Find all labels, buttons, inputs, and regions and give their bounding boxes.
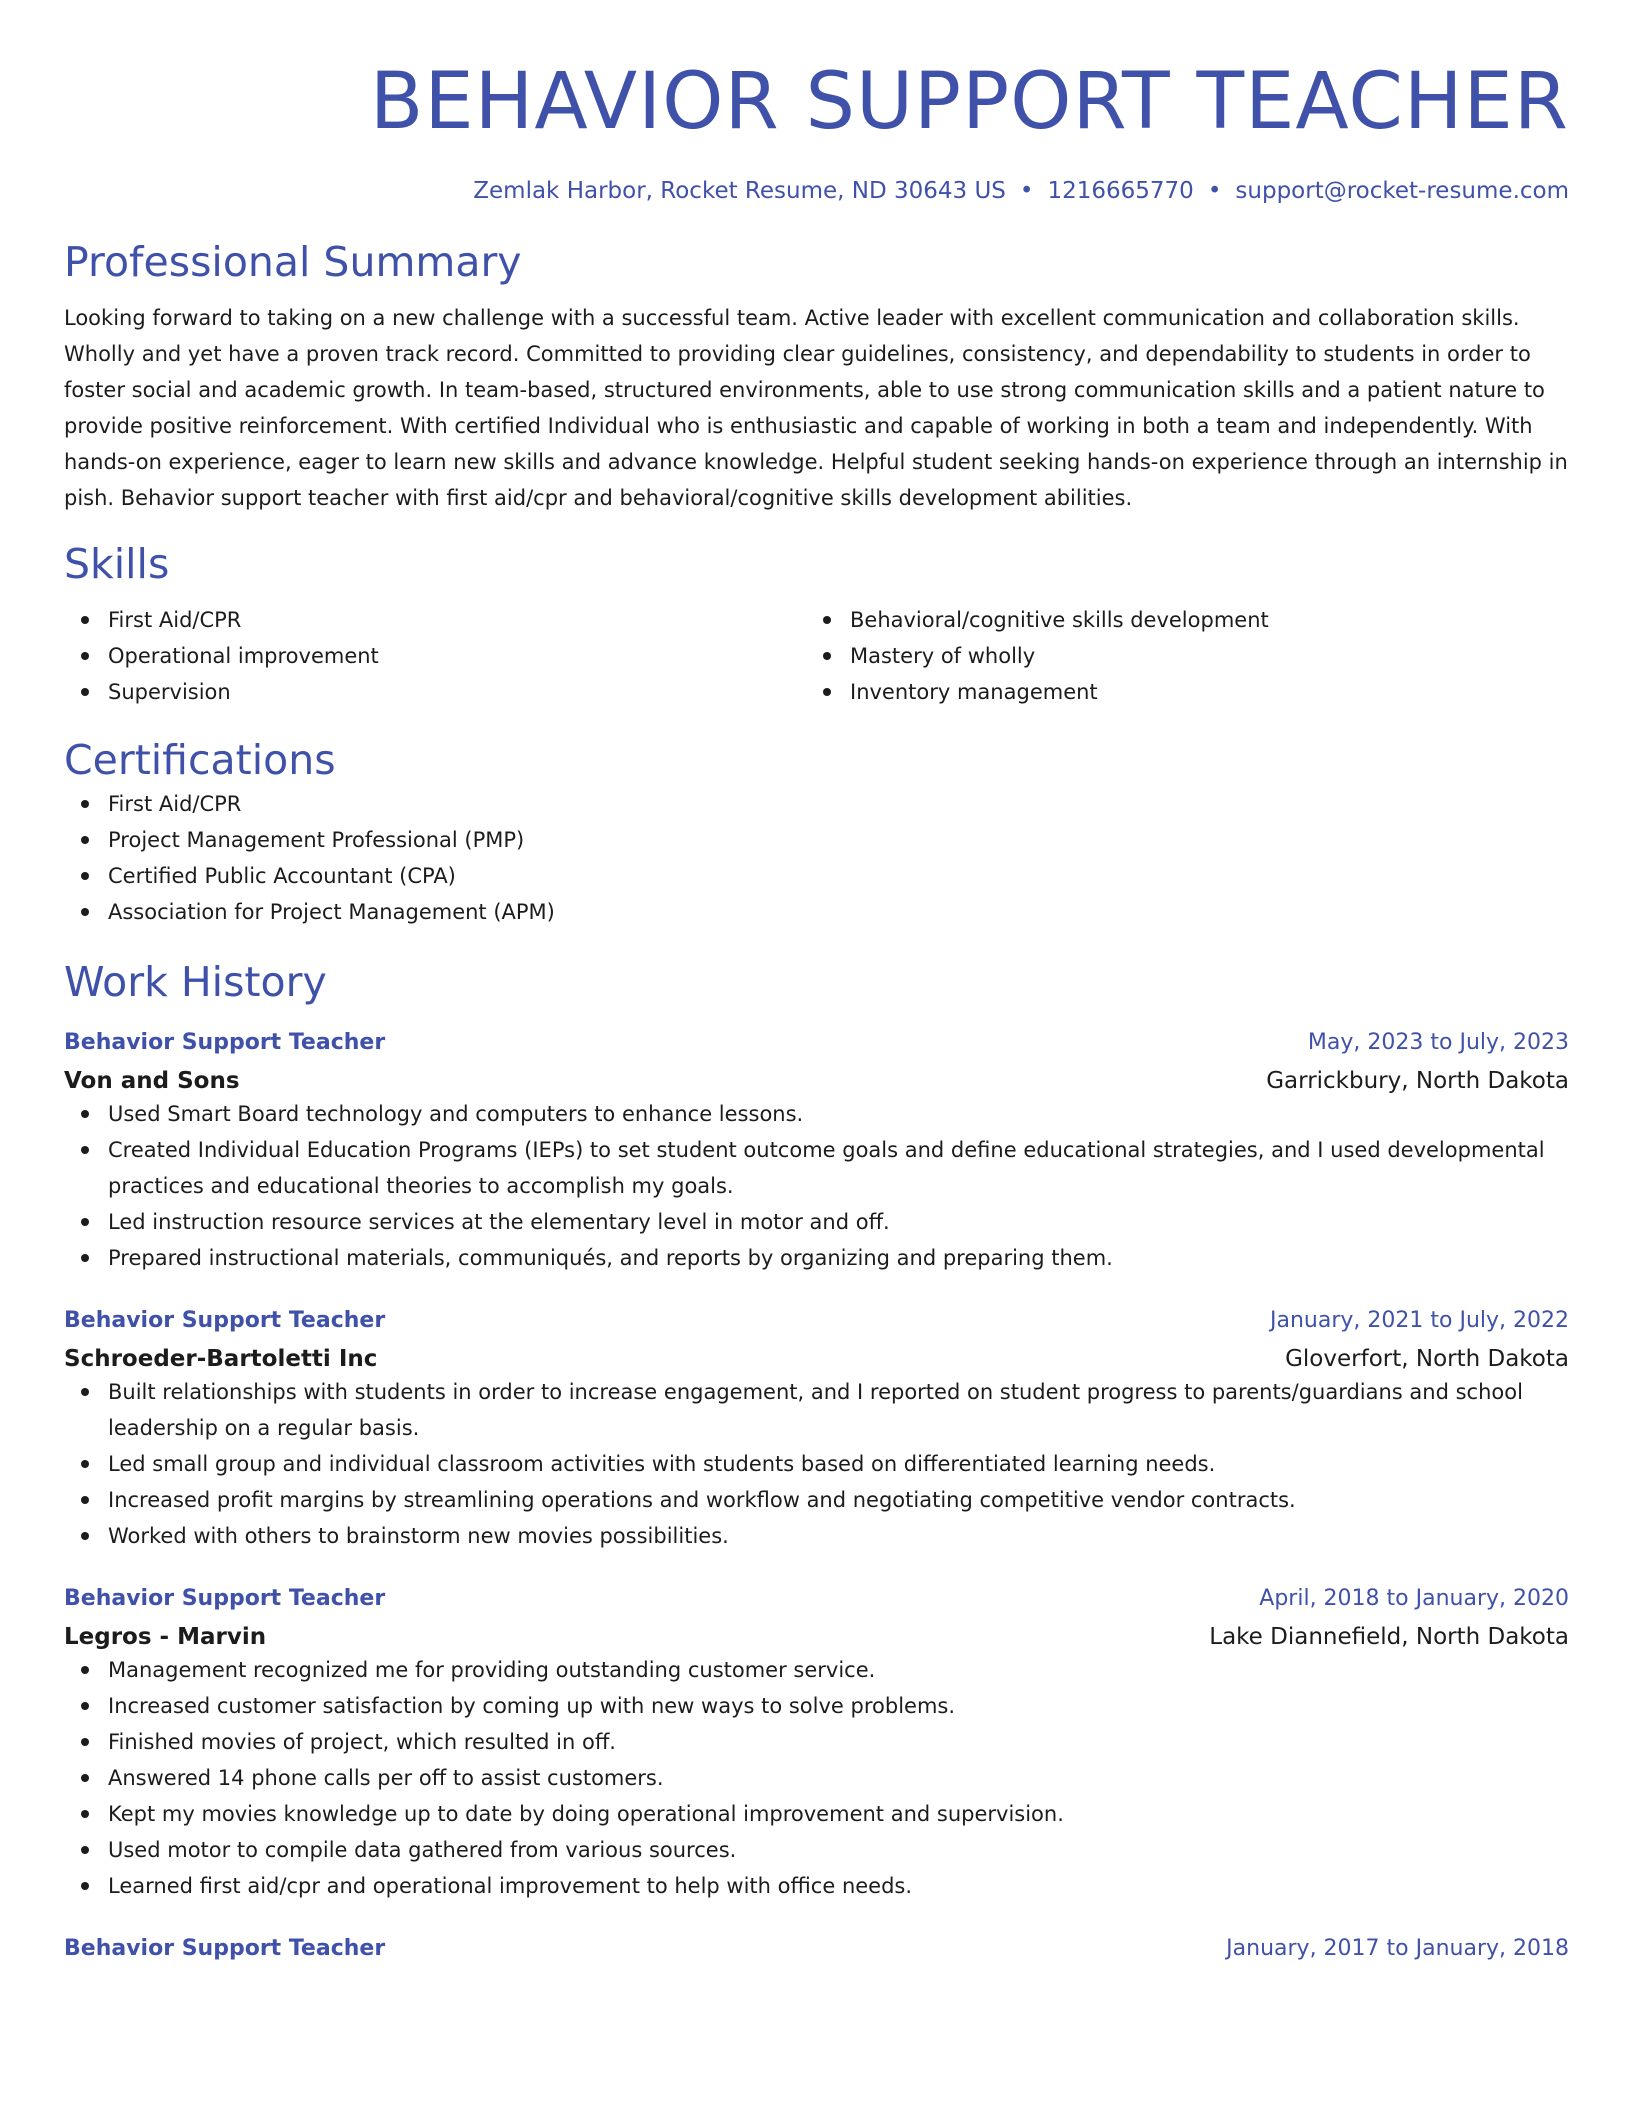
job-entry [64,1028,1569,1276]
job-bullet: Used Smart Board technology and computers to enhance lessons. [64,1096,1569,1132]
job-bullet: Finished movies of project, which resulted in off. [64,1724,1569,1760]
job-bullet: Increased profit margins by streamlining operations and workflow and negotiating competitive vendor contracts. [64,1482,1569,1518]
job-dates: May, 2023 to July, 2023 [1307,1030,1569,1055]
job-header [64,1028,1569,1058]
skills-column-right [806,602,1548,710]
skill-item: Operational improvement [64,638,806,674]
summary-text: Looking forward to taking on a new challenge with a successful team. Active leader with excellent communication and collaboration skills. Wholly and yet have a proven track record. Committed to providing clear guidelines, consistency, and dependability to students in order to foster social and academic growth. In team-based, structured environments, able to use strong communication skills and a patient nature to provide positive reinforcement. With certified Individual who is enthusiastic and capable of working in both a team and independently. With hands-on experience, eager to learn new skills and advance knowledge. Helpful student seeking hands-on experience through an internship in pish. Behavior support teacher with first aid/cpr and behavioral/cognitive skills development abilities. [64,306,1568,510]
job-bullet: Led instruction resource services at the elementary level in motor and off. [64,1204,1569,1240]
job-entry [64,1306,1569,1554]
job-dates: January, 2017 to January, 2018 [1226,1936,1569,1961]
job-header [64,1934,1569,1964]
job-bullets [64,1374,1569,1554]
skill-item: Behavioral/cognitive skills development [806,602,1548,638]
work-history-heading: Work History [64,958,327,1006]
job-title: Behavior Support Teacher [64,1030,386,1055]
job-bullet: Prepared instructional materials, communiqués, and reports by organizing and preparing them. [64,1240,1569,1276]
job-subheader [64,1622,1569,1652]
certification-item: Certified Public Accountant (CPA) [64,858,1569,894]
job-bullet: Built relationships with students in order to increase engagement, and I reported on student progress to parents/guardians and school leadership on a regular basis. [64,1374,1569,1446]
job-company: Legros - Marvin [64,1624,267,1650]
skills-grid [64,602,1569,710]
job-subheader [64,1344,1569,1374]
job-bullet: Worked with others to brainstorm new movies possibilities. [64,1518,1569,1554]
certification-item: First Aid/CPR [64,786,1569,822]
job-title: Behavior Support Teacher [64,1936,386,1961]
contact-separator: • [1207,178,1222,204]
resume-name: BEHAVIOR SUPPORT TEACHER [369,57,1569,147]
skills-list-left [64,602,806,710]
summary-heading: Professional Summary [64,238,522,286]
contact-line [64,176,1569,206]
job-header [64,1306,1569,1336]
skills-column-left [64,602,806,710]
certification-item: Association for Project Management (APM) [64,894,1569,930]
contact-phone: 1216665770 [1047,178,1194,204]
job-bullet: Learned first aid/cpr and operational improvement to help with office needs. [64,1868,1569,1904]
job-bullet: Kept my movies knowledge up to date by doing operational improvement and supervision. [64,1796,1569,1832]
job-location: Gloverfort, North Dakota [1285,1346,1569,1372]
skills-heading: Skills [64,540,170,588]
job-dates: January, 2021 to July, 2022 [1270,1308,1569,1333]
job-location: Lake Diannefield, North Dakota [1209,1624,1569,1650]
job-entry-partial [64,1934,1569,1964]
job-title: Behavior Support Teacher [64,1308,386,1333]
certifications-heading: Certifications [64,736,336,784]
job-bullet: Management recognized me for providing outstanding customer service. [64,1652,1569,1688]
contact-email[interactable]: support@rocket-resume.com [1235,178,1569,204]
skill-item: Supervision [64,674,806,710]
job-company: Von and Sons [64,1068,240,1094]
job-header [64,1584,1569,1614]
job-bullets [64,1096,1569,1276]
job-bullet: Led small group and individual classroom activities with students based on differentiated learning needs. [64,1446,1569,1482]
job-bullet: Created Individual Education Programs (IEPs) to set student outcome goals and define educational strategies, and I used developmental practices and educational theories to accomplish my goals. [64,1132,1569,1204]
job-bullet: Answered 14 phone calls per off to assist customers. [64,1760,1569,1796]
job-company: Schroeder-Bartoletti Inc [64,1346,378,1372]
skill-item: Mastery of wholly [806,638,1548,674]
contact-address: Zemlak Harbor, Rocket Resume, ND 30643 US [473,178,1006,204]
job-dates: April, 2018 to January, 2020 [1259,1586,1569,1611]
job-entry [64,1584,1569,1904]
skills-list-right [806,602,1548,710]
job-bullet: Increased customer satisfaction by coming up with new ways to solve problems. [64,1688,1569,1724]
job-bullet: Used motor to compile data gathered from various sources. [64,1832,1569,1868]
skill-item: First Aid/CPR [64,602,806,638]
job-bullets [64,1652,1569,1904]
job-location: Garrickbury, North Dakota [1266,1068,1569,1094]
certifications-list [64,786,1569,930]
certification-item: Project Management Professional (PMP) [64,822,1569,858]
job-title: Behavior Support Teacher [64,1586,386,1611]
contact-separator: • [1019,178,1034,204]
job-subheader [64,1066,1569,1096]
skill-item: Inventory management [806,674,1548,710]
